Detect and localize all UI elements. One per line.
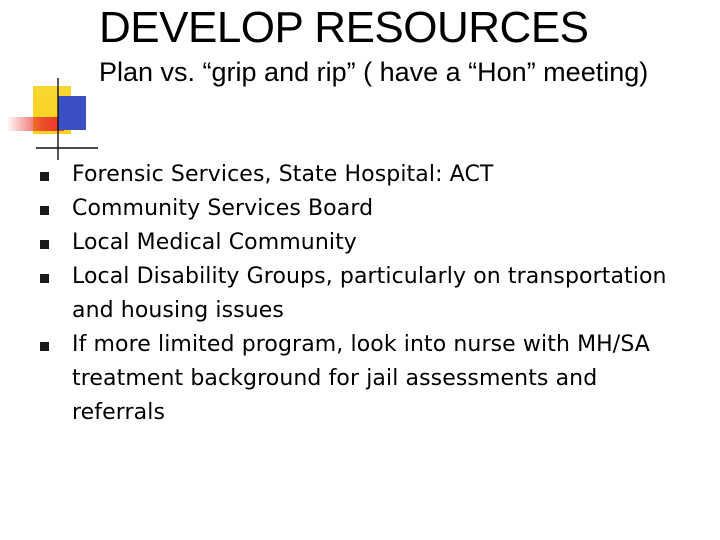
bullet-text: Community Services Board xyxy=(72,196,374,221)
bullet-list xyxy=(36,158,676,430)
square-bullet-icon xyxy=(40,342,49,351)
bullet-text: Local Medical Community xyxy=(72,230,357,255)
slide-title: DEVELOP RESOURCES xyxy=(99,3,589,52)
square-bullet-icon xyxy=(40,240,49,249)
bullet-text: Forensic Services, State Hospital: ACT xyxy=(72,162,494,187)
square-bullet-icon xyxy=(40,274,49,283)
slide-logo-icon xyxy=(0,0,100,170)
bullet-item xyxy=(36,226,676,260)
bullet-text: Local Disability Groups, particularly on transportation and housing issues xyxy=(72,264,667,323)
bullet-item xyxy=(36,328,676,430)
bullet-item xyxy=(36,260,676,328)
slide-subtitle: Plan vs. “grip and rip” ( have a “Hon” meeting) xyxy=(99,57,649,87)
square-bullet-icon xyxy=(40,172,49,181)
bullet-text: If more limited program, look into nurse with MH/SA treatment background for jail assessments and referrals xyxy=(72,332,650,425)
bullet-item xyxy=(36,158,676,192)
square-bullet-icon xyxy=(40,206,49,215)
bullet-item xyxy=(36,192,676,226)
